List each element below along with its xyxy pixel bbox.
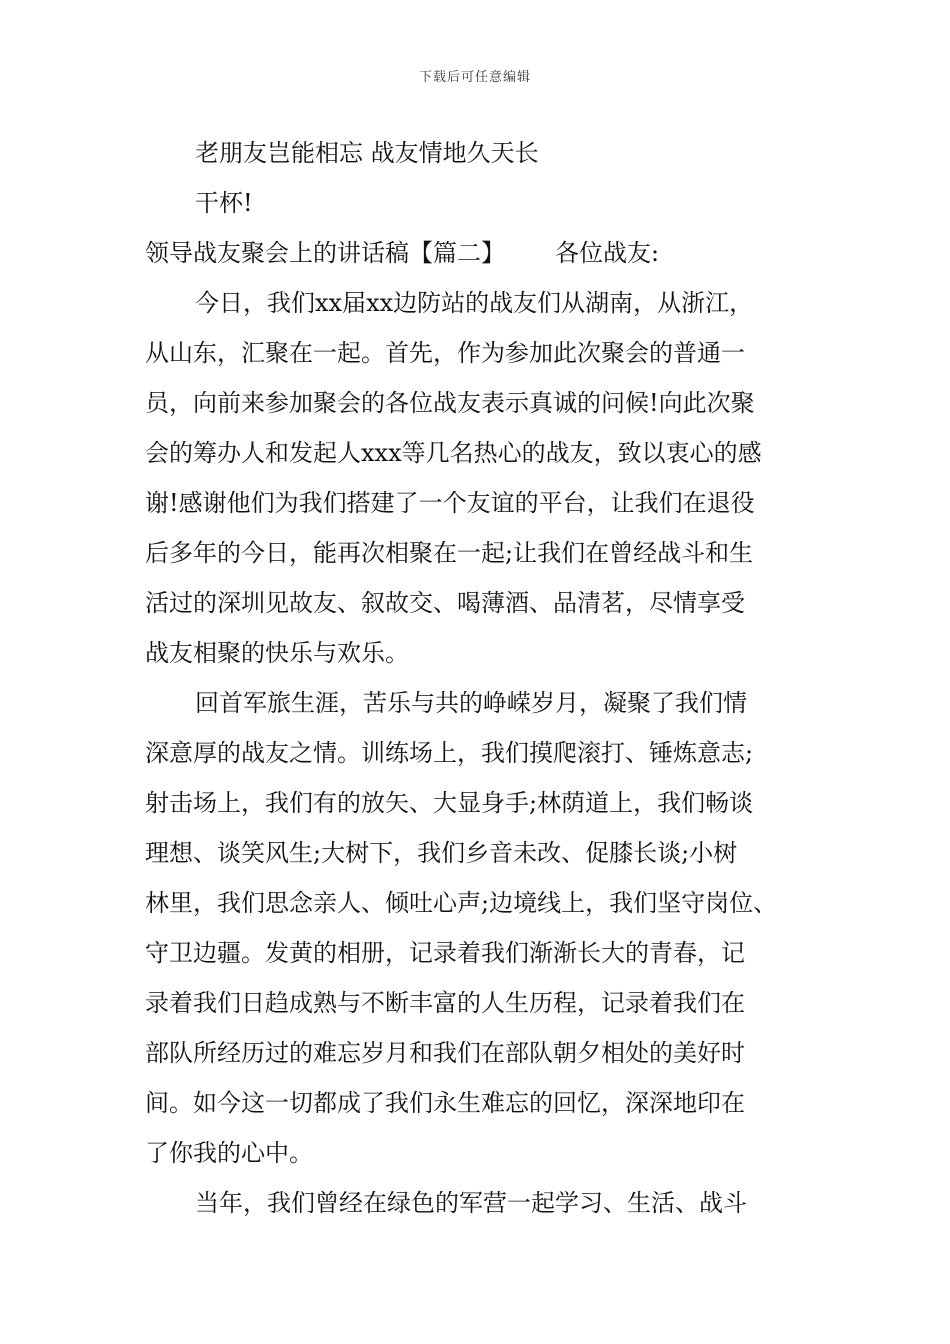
paragraph-line: 当年，我们曾经在绿色的军营一起学习、生活、战斗 [195, 1189, 747, 1217]
paragraph-line: 守卫边疆。发黄的相册，记录着我们渐渐长大的青春，记 [145, 939, 745, 967]
paragraph-line: 今日，我们xx届xx边防站的战友们从湖南，从浙江， [195, 289, 754, 317]
document-body [145, 128, 825, 1228]
closing-line-1: 老朋友岂能相忘 战友情地久天长 [195, 139, 539, 167]
paragraph-3 [145, 1178, 825, 1228]
closing-line-2: 干杯! [195, 189, 253, 217]
section-heading [145, 228, 825, 278]
section-title: 领导战友聚会上的讲话稿【篇二】 [145, 239, 505, 267]
paragraph-line: 员，向前来参加聚会的各位战友表示真诚的问候!向此次聚 [145, 389, 755, 417]
paragraph-line: 录着我们日趋成熟与不断丰富的人生历程，记录着我们在 [145, 989, 745, 1017]
paragraph-1 [145, 278, 825, 678]
paragraph-line: 会的筹办人和发起人xxx等几名热心的战友，致以衷心的感 [145, 439, 762, 467]
paragraph-line: 谢!感谢他们为我们搭建了一个友谊的平台，让我们在退役 [145, 489, 755, 517]
paragraph-line: 战友相聚的快乐与欢乐。 [145, 639, 409, 667]
paragraph-line: 后多年的今日，能再次相聚在一起;让我们在曾经战斗和生 [145, 539, 754, 567]
paragraph-line: 了你我的心中。 [145, 1139, 313, 1167]
paragraph-line: 从山东，汇聚在一起。首先，作为参加此次聚会的普通一 [145, 339, 745, 367]
page-header-note: 下载后可任意编辑 [418, 70, 531, 85]
paragraph-line: 理想、谈笑风生;大树下，我们乡音未改、促膝长谈;小树 [145, 839, 738, 867]
paragraph-line: 回首军旅生涯，苦乐与共的峥嵘岁月，凝聚了我们情 [195, 689, 747, 717]
paragraph-line: 部队所经历过的难忘岁月和我们在部队朝夕相处的美好时 [145, 1039, 745, 1067]
paragraph-line: 林里，我们思念亲人、倾吐心声;边境线上，我们坚守岗位、 [145, 889, 778, 917]
paragraph-line: 深意厚的战友之情。训练场上，我们摸爬滚打、锤炼意志; [145, 739, 754, 767]
salutation: 各位战友: [555, 239, 660, 267]
paragraph-2 [145, 678, 825, 1178]
paragraph-line: 活过的深圳见故友、叙故交、喝薄酒、品清茗，尽情享受 [145, 589, 745, 617]
paragraph-line: 间。如今这一切都成了我们永生难忘的回忆，深深地印在 [145, 1089, 745, 1117]
paragraph-line: 射击场上，我们有的放矢、大显身手;林荫道上，我们畅谈 [145, 789, 754, 817]
